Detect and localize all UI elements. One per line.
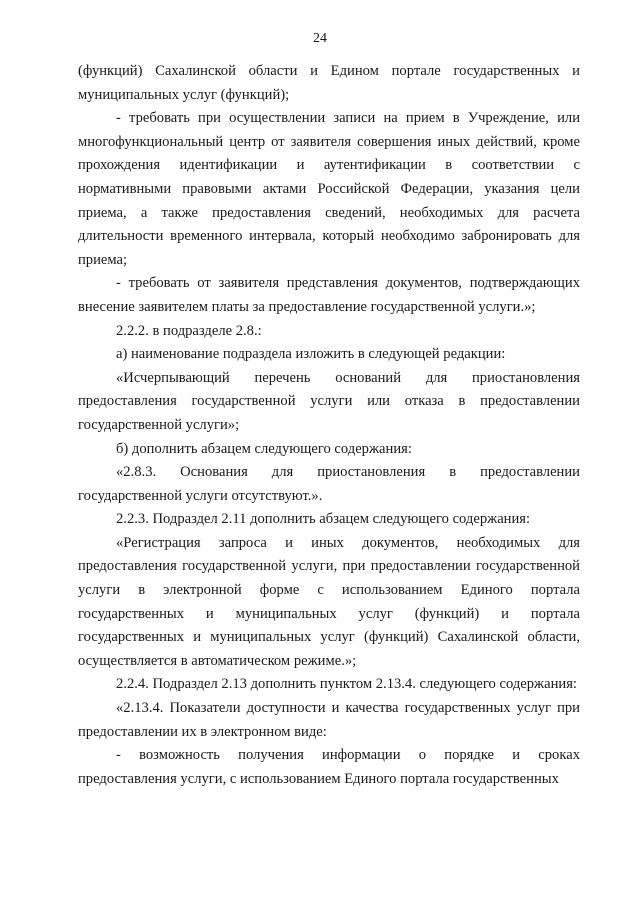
paragraph: - требовать при осуществлении записи на прием в Учреждение, или многофункциональный центр от заявителя совершения иных действий, кроме прохождения идентификации и аутентификации в соответствии с нормативными правовыми актами Российской Федерации, указания цели приема, а также предоставления сведений, необходимых для расчета длительности временного интервала, который необходимо забронировать для приема; (78, 110, 580, 268)
paragraph: - требовать от заявителя представления документов, подтверждающих внесение заявителем платы за предоставление государственной услуги.»; (78, 275, 580, 315)
paragraph: «Регистрация запроса и иных документов, необходимых для предоставления государственной услуги, при предоставлении государственной услуги в электронной форме с использованием Единого портала государственных и муниципальных услуг (функций) и портала государственных и муниципальных услуг (функций) Сахалинской области, осуществляется в автоматическом режиме.»; (78, 534, 580, 669)
paragraph: 2.2.2. в подразделе 2.8.: (116, 322, 262, 339)
paragraph: 2.2.4. Подраздел 2.13 дополнить пунктом 2.13.4. следующего содержания: (116, 676, 577, 693)
paragraph: 2.2.3. Подраздел 2.11 дополнить абзацем следующего содержания: (116, 511, 531, 528)
paragraph: «2.8.3. Основания для приостановления в предоставлении государственной услуги отсутствуют.». (78, 464, 580, 504)
document-body (78, 60, 580, 791)
paragraph: (функций) Сахалинской области и Едином портале государственных и муниципальных услуг (функций); (78, 63, 580, 103)
paragraph: «2.13.4. Показатели доступности и качества государственных услуг при предоставлении их в электронном виде: (78, 700, 580, 740)
paragraph: - возможность получения информации о порядке и сроках предоставления услуги, с использованием Единого портала государственных (78, 747, 580, 787)
paragraph: а) наименование подраздела изложить в следующей редакции: (116, 346, 506, 363)
paragraph: «Исчерпывающий перечень оснований для приостановления предоставления государственной услуги или отказа в предоставлении государственной услуги»; (78, 369, 580, 433)
paragraph: б) дополнить абзацем следующего содержания: (116, 440, 412, 457)
page-number: 24 (313, 31, 327, 46)
